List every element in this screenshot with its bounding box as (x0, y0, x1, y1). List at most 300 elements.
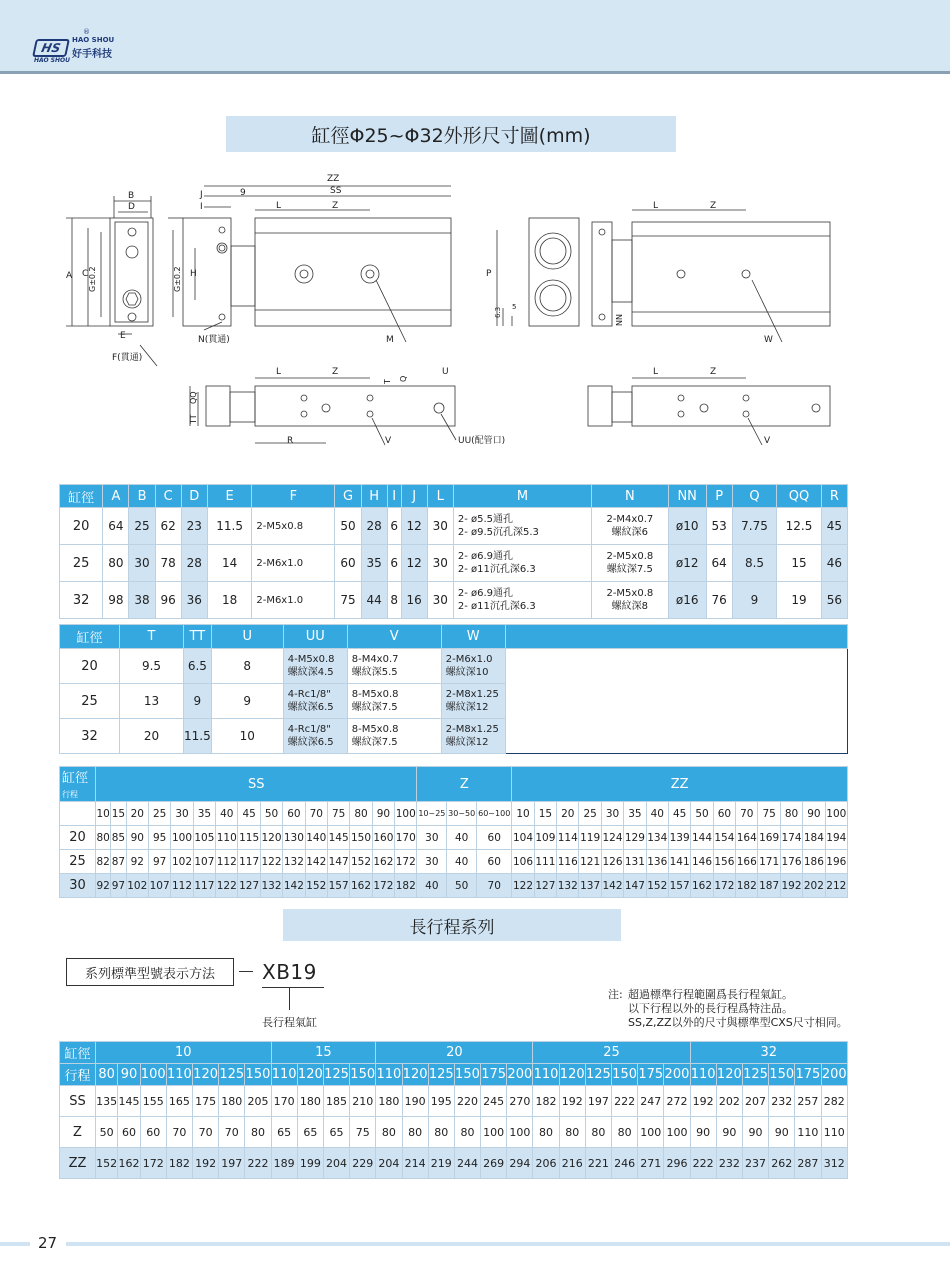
table-cell: U (211, 625, 283, 649)
table-cell: 120 (297, 1064, 323, 1086)
table-cell: E (207, 485, 251, 508)
table-cell: 60 (477, 850, 512, 874)
table-cell: 8-M5x0.8 螺紋深7.5 (347, 684, 441, 719)
table-cell: 116 (557, 850, 579, 874)
table-cell: 104 (512, 826, 534, 850)
table-cell: 287 (795, 1148, 821, 1179)
table-cell: 296 (664, 1148, 690, 1179)
table-cell: 136 (646, 850, 668, 874)
table-cell: 102 (126, 874, 148, 898)
table-cell: 100 (140, 1064, 166, 1086)
table-cell: 204 (376, 1148, 402, 1179)
table-cell: 65 (297, 1117, 323, 1148)
table-cell: 204 (323, 1148, 349, 1179)
table-cell: 222 (245, 1148, 271, 1179)
table-cell: 152 (96, 1148, 118, 1179)
table-cell: 107 (148, 874, 170, 898)
table-cell: 120 (716, 1064, 742, 1086)
table-cell: 80 (612, 1117, 638, 1148)
table-cell: 122 (216, 874, 238, 898)
stroke-table (59, 766, 848, 898)
table-cell: 110 (376, 1064, 402, 1086)
table-cell: 32 (690, 1042, 847, 1064)
model-underline (262, 987, 324, 988)
table-cell: 110 (690, 1064, 716, 1086)
dim-F: F(貫通) (112, 353, 143, 363)
table-cell: 40 (447, 850, 477, 874)
table-cell: 2- ø5.5通孔 2- ø9.5沉孔深5.3 (453, 508, 591, 545)
table-cell: 100 (507, 1117, 533, 1148)
table-cell: 13 (120, 684, 184, 719)
table-cell: 20 (120, 719, 184, 754)
dim-N: N(貫通) (198, 335, 230, 345)
table-cell: 100 (638, 1117, 664, 1148)
table-cell: 165 (166, 1086, 192, 1117)
table-cell: 80 (96, 1064, 118, 1086)
table-cell: 30 (171, 802, 193, 826)
note-line: 超過標準行程範圍爲長行程氣缸。 (628, 988, 793, 1001)
table-cell: 142 (305, 850, 327, 874)
dim-SS: SS (330, 186, 342, 196)
table-row (60, 1148, 848, 1179)
table-cell: 90 (126, 826, 148, 850)
table-cell: 2-M5x0.8 螺紋深8 (592, 582, 669, 619)
table-cell: 80 (402, 1117, 428, 1148)
table-cell: 205 (245, 1086, 271, 1117)
table-row (60, 1086, 848, 1117)
dim-M: M (386, 335, 394, 345)
table-row (60, 826, 848, 850)
table-cell: Q (732, 485, 776, 508)
table-cell: 65 (323, 1117, 349, 1148)
table-cell: 14 (207, 545, 251, 582)
table-row (60, 1117, 848, 1148)
table-cell: 112 (216, 850, 238, 874)
table-cell: 115 (238, 826, 260, 850)
table-cell (60, 767, 96, 802)
table-row (60, 874, 848, 898)
table-cell: 45 (238, 802, 260, 826)
table-cell: 210 (350, 1086, 376, 1117)
table-cell: 294 (507, 1148, 533, 1179)
registered-mark: ® (83, 28, 90, 36)
table-cell: 164 (736, 826, 758, 850)
table-cell: 271 (638, 1148, 664, 1179)
table-row (60, 850, 848, 874)
table-cell: 75 (758, 802, 780, 826)
table-cell: 85 (111, 826, 126, 850)
table-cell: 2-M6x1.0 (252, 582, 335, 619)
table-cell: 125 (428, 1064, 454, 1086)
table-cell: 35 (361, 545, 387, 582)
table-cell: 15 (534, 802, 556, 826)
table-cell: 80 (103, 545, 129, 582)
table-cell: N (592, 485, 669, 508)
dim-V2: V (764, 436, 771, 446)
table-cell: 110 (795, 1117, 821, 1148)
table-cell: 216 (559, 1148, 585, 1179)
table-cell: 53 (706, 508, 732, 545)
table-cell: 90 (742, 1117, 768, 1148)
table-cell: 60 (283, 802, 305, 826)
table-cell: 60~100 (477, 802, 512, 826)
table-cell: 30 (427, 508, 453, 545)
table-cell: 232 (769, 1086, 795, 1117)
table-cell: 180 (297, 1086, 323, 1117)
table-cell: 78 (155, 545, 181, 582)
table-cell: SS (60, 1086, 96, 1117)
table-cell: 170 (395, 826, 417, 850)
table-cell: 122 (260, 850, 282, 874)
table-cell: 92 (96, 874, 111, 898)
table-cell: NN (668, 485, 706, 508)
table-cell: 120 (559, 1064, 585, 1086)
dim-UU: UU(配管口) (458, 436, 506, 446)
table-cell: 80 (350, 802, 372, 826)
table-cell: 行程 (60, 1064, 96, 1086)
table-cell: 125 (323, 1064, 349, 1086)
table-cell: 15 (111, 802, 126, 826)
brand-english: HAO SHOU (72, 36, 115, 44)
table-cell: 23 (181, 508, 207, 545)
table-cell: 147 (327, 850, 349, 874)
table-cell: 9 (732, 582, 776, 619)
table-cell: 16 (401, 582, 427, 619)
table-cell: 20 (60, 649, 120, 684)
table-cell: 150 (769, 1064, 795, 1086)
table-cell: 12 (401, 508, 427, 545)
section-title-dimensions: 缸徑Φ25~Φ32外形尺寸圖(mm) (226, 116, 676, 152)
table-cell: 182 (166, 1148, 192, 1179)
table-cell: 222 (690, 1148, 716, 1179)
table-row (60, 684, 848, 719)
table-cell: 75 (327, 802, 349, 826)
table-cell: A (103, 485, 129, 508)
table-cell: 162 (350, 874, 372, 898)
table-row (60, 508, 848, 545)
dim-B: B (128, 191, 135, 201)
table-cell: 150 (350, 1064, 376, 1086)
table-cell: 187 (758, 874, 780, 898)
dimension-table-1 (59, 484, 848, 619)
table-cell: 150 (454, 1064, 480, 1086)
table-cell: 80 (376, 1117, 402, 1148)
table-cell: 132 (283, 850, 305, 874)
table-cell: 114 (557, 826, 579, 850)
table-cell: 199 (297, 1148, 323, 1179)
note-line: 以下行程以外的長行程爲特注品。 (628, 1002, 793, 1015)
table-cell: 257 (795, 1086, 821, 1117)
table-cell: 131 (624, 850, 646, 874)
table-cell: 144 (691, 826, 713, 850)
table-cell: 90 (803, 802, 825, 826)
series-model-box: 系列標準型號表示方法 (66, 958, 234, 986)
table-cell: 110 (821, 1117, 848, 1148)
table-cell: 56 (821, 582, 847, 619)
table-cell: 152 (305, 874, 327, 898)
dim-C: C (82, 269, 89, 279)
table-cell: 80 (780, 802, 802, 826)
table-cell: 70 (166, 1117, 192, 1148)
table-cell: 28 (361, 508, 387, 545)
table-cell: 127 (534, 874, 556, 898)
table-cell: 62 (155, 508, 181, 545)
table-cell: 200 (507, 1064, 533, 1086)
dim-I: I (200, 202, 203, 212)
table-cell: 262 (769, 1148, 795, 1179)
table-cell: 45 (821, 508, 847, 545)
table-cell: 75 (350, 1117, 376, 1148)
table-cell: 102 (171, 850, 193, 874)
table-cell: 35 (193, 802, 215, 826)
table-cell: 120 (260, 826, 282, 850)
table-cell: ø16 (668, 582, 706, 619)
table-cell: 60 (713, 802, 735, 826)
table-cell: 174 (780, 826, 802, 850)
table-cell: F (252, 485, 335, 508)
table-cell: 100 (171, 826, 193, 850)
table-cell: 97 (148, 850, 170, 874)
table-cell: 75 (335, 582, 361, 619)
table-cell: 157 (327, 874, 349, 898)
table-cell: 30 (417, 826, 447, 850)
table-cell: 46 (821, 545, 847, 582)
table-cell: 10 (96, 802, 111, 826)
table-cell-empty (505, 684, 847, 719)
table-cell: W (441, 625, 505, 649)
table-cell: UU (283, 625, 347, 649)
table-cell: 80 (559, 1117, 585, 1148)
table-cell: 9.5 (120, 649, 184, 684)
table-cell: 166 (736, 850, 758, 874)
footer-bar (0, 1240, 950, 1248)
table-cell: 175 (795, 1064, 821, 1086)
table-cell: 80 (96, 826, 111, 850)
table-cell: 110 (533, 1064, 559, 1086)
table-cell: C (155, 485, 181, 508)
table-cell: 156 (713, 850, 735, 874)
table-cell: 25 (60, 545, 103, 582)
table-cell-empty (505, 649, 847, 684)
table-cell-empty (505, 625, 847, 649)
table-cell: 70 (477, 874, 512, 898)
table-cell: 152 (350, 850, 372, 874)
dim-NN: NN (615, 314, 624, 326)
table-cell: 171 (758, 850, 780, 874)
table-cell: 189 (271, 1148, 297, 1179)
table-cell: 202 (716, 1086, 742, 1117)
table-cell: 197 (585, 1086, 611, 1117)
table-cell: 105 (193, 826, 215, 850)
table-cell: 212 (825, 874, 847, 898)
table-cell: 134 (646, 826, 668, 850)
table-cell: 170 (271, 1086, 297, 1117)
table-cell: 2-M5x0.8 螺紋深7.5 (592, 545, 669, 582)
table-cell: ZZ (512, 767, 848, 802)
table-header-row (60, 1042, 848, 1064)
table-cell: 121 (579, 850, 601, 874)
table-cell: 100 (481, 1117, 507, 1148)
table-cell: 142 (283, 874, 305, 898)
table-cell: 162 (118, 1148, 140, 1179)
table-cell: 30 (427, 545, 453, 582)
table-cell: 60 (477, 826, 512, 850)
table-cell: 30 (427, 582, 453, 619)
table-cell: 126 (601, 850, 623, 874)
table-cell: 10 (211, 719, 283, 754)
table-cell: 80 (428, 1117, 454, 1148)
table-cell: M (453, 485, 591, 508)
table-cell: 200 (821, 1064, 848, 1086)
table-cell: 65 (271, 1117, 297, 1148)
table-cell: 92 (126, 850, 148, 874)
table-cell: 192 (690, 1086, 716, 1117)
model-tick (289, 988, 290, 1010)
table-cell: TT (184, 625, 212, 649)
table-cell: 2- ø6.9通孔 2- ø11沉孔深6.3 (453, 545, 591, 582)
table-cell: 32 (60, 582, 103, 619)
table-cell: 20 (60, 508, 103, 545)
table-cell: 147 (624, 874, 646, 898)
table-row (60, 802, 848, 826)
table-cell: ø12 (668, 545, 706, 582)
dim-L: L (276, 201, 282, 211)
table-cell: 9 (184, 684, 212, 719)
table-cell: 117 (193, 874, 215, 898)
table-cell: 222 (612, 1086, 638, 1117)
table-cell: 6 (387, 508, 401, 545)
table-cell: 137 (579, 874, 601, 898)
table-cell: 176 (780, 850, 802, 874)
table-cell: 12.5 (777, 508, 821, 545)
table-cell: 25 (60, 850, 96, 874)
table-cell: 20 (60, 826, 96, 850)
table-cell: 8-M5x0.8 螺紋深7.5 (347, 719, 441, 754)
table-cell: 95 (148, 826, 170, 850)
table-cell: P (706, 485, 732, 508)
table-cell: 145 (118, 1086, 140, 1117)
table-cell: 152 (646, 874, 668, 898)
table-cell: 40 (417, 874, 447, 898)
table-cell: 64 (103, 508, 129, 545)
dim-L3: L (276, 367, 282, 377)
table-cell: 60 (118, 1117, 140, 1148)
table-cell: 2-M6x1.0 螺紋深10 (441, 649, 505, 684)
table-cell: 50 (691, 802, 713, 826)
table-cell: I (387, 485, 401, 508)
table-cell: 20 (376, 1042, 533, 1064)
table-cell: 20 (557, 802, 579, 826)
table-cell-empty (505, 719, 847, 754)
table-cell: 20 (126, 802, 148, 826)
table-cell: 125 (585, 1064, 611, 1086)
table-cell: 76 (706, 582, 732, 619)
table-cell: 25 (533, 1042, 690, 1064)
table-cell: 82 (96, 850, 111, 874)
table-cell: 180 (376, 1086, 402, 1117)
table-cell: 221 (585, 1148, 611, 1179)
table-cell: 90 (769, 1117, 795, 1148)
table-cell: R (821, 485, 847, 508)
table-cell: SS (96, 767, 417, 802)
table-cell: G (335, 485, 361, 508)
table-cell: 50 (447, 874, 477, 898)
dim-9: 9 (240, 188, 246, 198)
table-cell: 6 (387, 545, 401, 582)
table-row (60, 582, 848, 619)
table-cell: 45 (668, 802, 690, 826)
dim-6-3: 6.3 (494, 306, 502, 318)
table-cell: B (129, 485, 155, 508)
dim-T: T (383, 379, 392, 384)
table-cell: 25 (129, 508, 155, 545)
table-cell: 110 (216, 826, 238, 850)
table-cell: 119 (579, 826, 601, 850)
table-cell: 缸徑 (60, 1042, 96, 1064)
table-cell: 44 (361, 582, 387, 619)
table-cell: 192 (559, 1086, 585, 1117)
table-cell: 111 (534, 850, 556, 874)
table-cell: 145 (327, 826, 349, 850)
table-cell: D (181, 485, 207, 508)
logo-box: HS (32, 39, 70, 57)
table-header-row (60, 625, 848, 649)
table-cell: 70 (736, 802, 758, 826)
table-cell: 30 (601, 802, 623, 826)
table-row (60, 649, 848, 684)
dim-W: W (764, 335, 773, 345)
table-cell: 172 (372, 874, 394, 898)
table-cell: 162 (691, 874, 713, 898)
table-cell: H (361, 485, 387, 508)
table-cell: 19 (777, 582, 821, 619)
table-cell: 60 (140, 1117, 166, 1148)
table-cell: 70 (193, 1117, 219, 1148)
table-cell: 146 (691, 850, 713, 874)
table-cell: 172 (395, 850, 417, 874)
table-cell: 50 (260, 802, 282, 826)
table-cell: 110 (166, 1064, 192, 1086)
dim-P: P (486, 269, 492, 279)
dim-V: V (385, 436, 392, 446)
table-cell: 4-M5x0.8 螺紋深4.5 (283, 649, 347, 684)
brand-chinese: 好手科技 (72, 49, 112, 60)
table-cell: L (427, 485, 453, 508)
table-cell: 40 (447, 826, 477, 850)
table-cell: 40 (646, 802, 668, 826)
table-cell: 25 (148, 802, 170, 826)
table-cell: Z (417, 767, 512, 802)
dim-TT: TT (189, 414, 198, 424)
table-cell: 312 (821, 1148, 848, 1179)
table-cell: 15 (777, 545, 821, 582)
table-cell: QQ (777, 485, 821, 508)
table-cell: 87 (111, 850, 126, 874)
table-cell: 80 (585, 1117, 611, 1148)
table-cell: 246 (612, 1148, 638, 1179)
section-title-long-stroke: 長行程系列 (283, 909, 621, 941)
table-cell: 2- ø6.9通孔 2- ø11沉孔深6.3 (453, 582, 591, 619)
table-cell: 202 (803, 874, 825, 898)
table-cell: 135 (96, 1086, 118, 1117)
table-cell: 4-Rc1/8" 螺紋深6.5 (283, 719, 347, 754)
table-cell: 11.5 (207, 508, 251, 545)
dim-A: A (66, 271, 73, 281)
table-cell: 237 (742, 1148, 768, 1179)
page-number: 27 (38, 1234, 58, 1252)
table-cell: 30 (417, 850, 447, 874)
series-model-desc: 長行程氣缸 (262, 1016, 317, 1029)
